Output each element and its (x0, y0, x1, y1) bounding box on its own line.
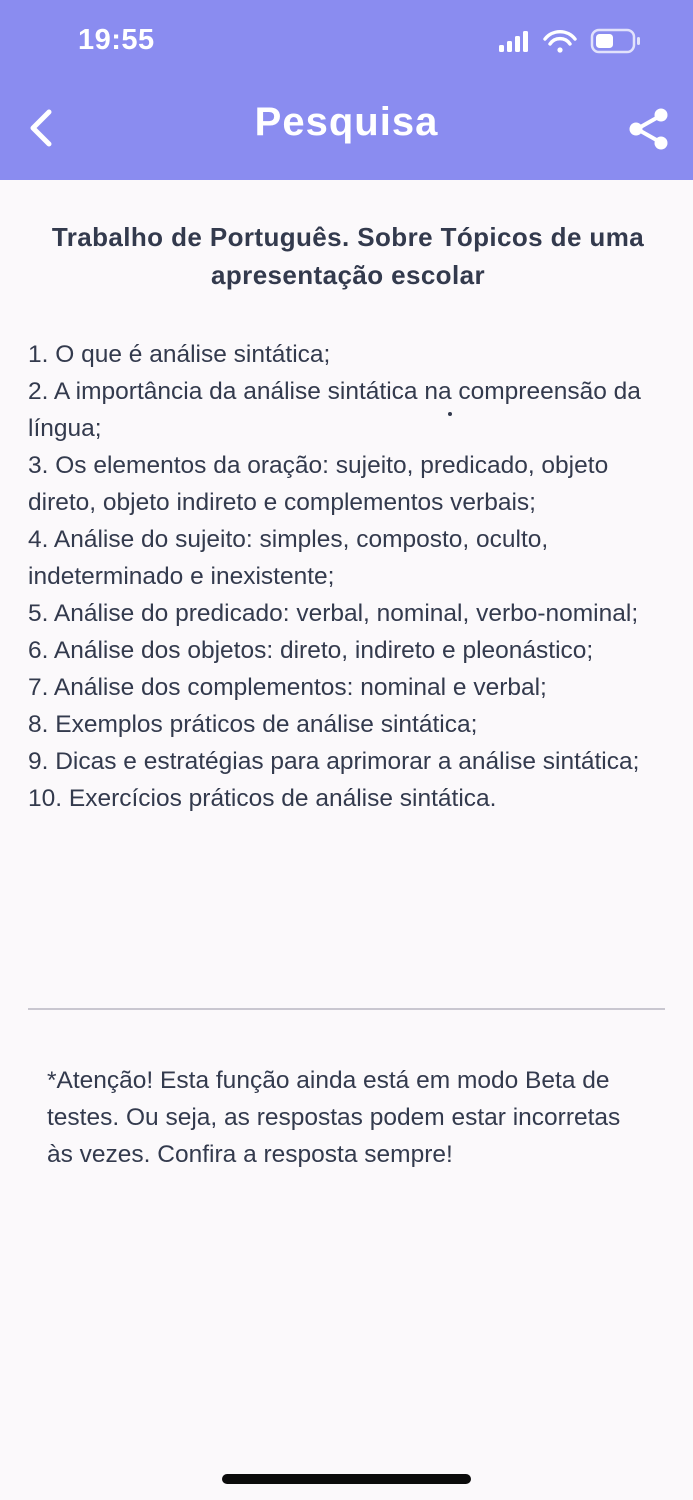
topic-list (28, 336, 668, 817)
document-title: Trabalho de Português. Sobre Tópicos de uma apresentação escolar (51, 222, 645, 290)
page-title: Pesquisa (254, 100, 439, 144)
topic-item: 7. Análise dos complementos: nominal e verbal; (28, 674, 547, 701)
topic-item: 4. Análise do sujeito: simples, composto, oculto, indeterminado e inexistente; (28, 526, 549, 590)
wifi-icon (545, 32, 575, 53)
topic-item: 8. Exemplos práticos de análise sintática; (28, 711, 478, 738)
status-icons (497, 26, 647, 58)
signal-icon (499, 31, 528, 52)
document-content (28, 218, 668, 817)
topic-item: 1. O que é análise sintática; (28, 341, 331, 368)
topic-item: 3. Os elementos da oração: sujeito, predicado, objeto direto, objeto indireto e complementos verbais; (28, 452, 609, 516)
stray-dot (448, 412, 452, 416)
beta-notice: *Atenção! Esta função ainda está em modo Beta de testes. Ou seja, as respostas podem estar incorretas às vezes. Confira a resposta sempre! (47, 1067, 621, 1168)
divider (28, 1008, 665, 1010)
share-icon[interactable] (626, 106, 672, 152)
status-time: 19:55 (78, 24, 155, 56)
topic-item: 9. Dicas e estratégias para aprimorar a análise sintática; (28, 748, 640, 775)
battery-icon (592, 30, 640, 52)
topic-item: 10. Exercícios práticos de análise sintática. (28, 785, 497, 812)
app-header (0, 0, 693, 180)
topic-item: 2. A importância da análise sintática na compreensão da língua; (28, 378, 641, 442)
home-indicator[interactable] (222, 1474, 471, 1484)
topic-item: 6. Análise dos objetos: direto, indireto e pleonástico; (28, 637, 594, 664)
topic-item: 5. Análise do predicado: verbal, nominal, verbo-nominal; (28, 600, 639, 627)
